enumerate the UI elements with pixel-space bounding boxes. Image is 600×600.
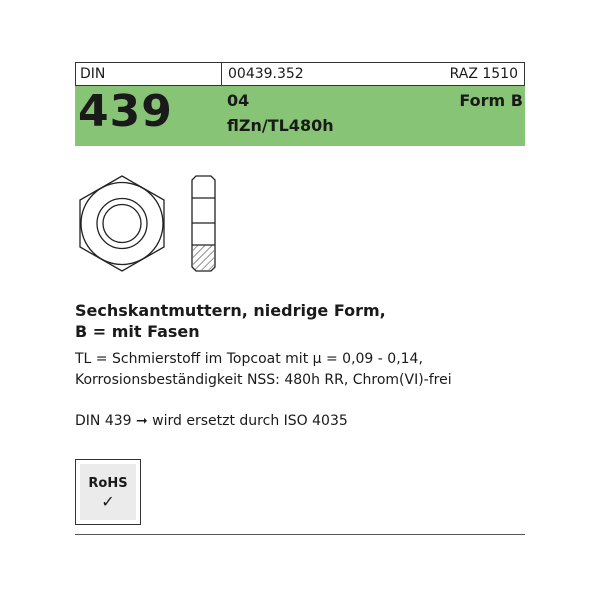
din-number: 439 xyxy=(78,86,173,137)
check-icon: ✓ xyxy=(101,492,115,511)
product-title xyxy=(75,300,386,342)
coating-code: flZn/TL480h xyxy=(227,116,334,135)
product-description xyxy=(75,349,452,391)
rohs-badge xyxy=(75,459,141,525)
hex-nut-side-view xyxy=(192,176,215,271)
rohs-label: RoHS xyxy=(88,476,128,491)
form-label: Form B xyxy=(459,91,523,110)
description-line2: Korrosionsbeständigkeit NSS: 480h RR, Chrom(VI)-frei xyxy=(75,372,452,388)
product-title-line2: B = mit Fasen xyxy=(75,322,200,341)
raz-code: RAZ 1510 xyxy=(449,66,518,82)
product-banner xyxy=(75,86,525,146)
article-number: 00439.352 xyxy=(228,66,304,82)
hex-nut-drawing xyxy=(75,170,235,280)
hex-nut-front-view xyxy=(80,176,164,271)
description-line1: TL = Schmierstoff im Topcoat mit μ = 0,09 - 0,14, xyxy=(75,351,423,367)
product-title-line1: Sechskantmuttern, niedrige Form, xyxy=(75,301,386,320)
material-code: 04 xyxy=(227,91,250,110)
standard-label: DIN xyxy=(76,63,222,85)
header-row xyxy=(75,62,525,86)
replacement-note: DIN 439 ➞ wird ersetzt durch ISO 4035 xyxy=(75,413,348,429)
rohs-badge-inner xyxy=(80,464,136,520)
bottom-divider xyxy=(75,534,525,535)
article-cell xyxy=(222,63,524,85)
